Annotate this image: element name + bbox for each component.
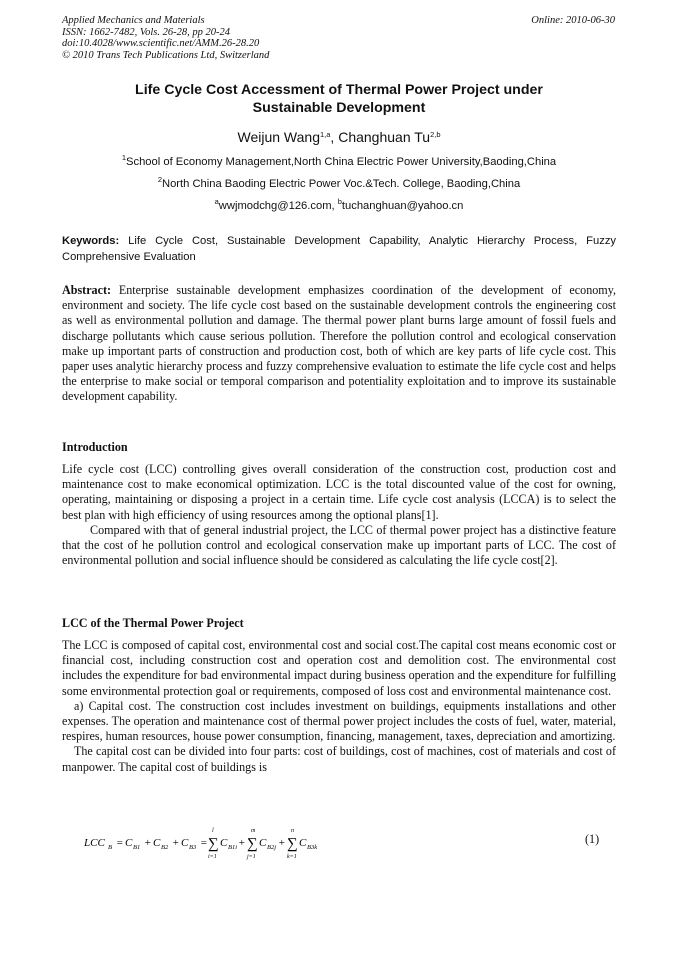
author-2: Changhuan Tu	[338, 129, 431, 145]
affiliation-1	[62, 155, 616, 169]
eq-term-2: C	[153, 837, 161, 849]
lcc-section-body	[62, 638, 616, 775]
eq-lhs-sub: B	[108, 844, 112, 851]
eq-sum-3-top: n	[291, 828, 294, 834]
doi-line: doi:10.4028/www.scientific.net/AMM.26-28.20	[62, 38, 260, 49]
eq-sum-2-top: m	[251, 828, 256, 834]
affiliation-2-sup: 2	[157, 175, 162, 184]
affiliation-2	[62, 177, 616, 191]
eq-sum-2: ∑	[247, 836, 258, 852]
eq-equals-1: =	[116, 837, 124, 849]
abstract-block	[62, 283, 616, 405]
abstract-label: Abstract:	[62, 283, 112, 297]
lcc-paragraph-1: The LCC is composed of capital cost, environmental cost and social cost.The capital cost means economic cost or financial cost, including construction cost and operation cost and demolition cost. The environmental cost includes the expenditure for bad environmental impact during business operation and the expenditure for fulfilling some environmental protection goal or requirements, composed of loss cost and environmental maintenance cost.	[62, 638, 616, 698]
eq-plus-2: +	[172, 837, 180, 849]
eq-sum-3-term-sub: B3k	[307, 844, 318, 851]
eq-sum-3: ∑	[287, 836, 298, 852]
introduction-paragraph-2: Compared with that of general industrial project, the LCC of thermal power project has a distinctive feature that the cost of he pollution control and ecological conservation make up important parts of LCC. The cost of environmental pollution and social influence should be considered as calculating the life cycle cost[2].	[62, 522, 616, 568]
eq-sum-1-bot: i=1	[208, 854, 217, 860]
eq-plus-1: +	[144, 837, 152, 849]
eq-sum-2-term: C	[259, 837, 267, 849]
eq-sum-2-term-sub: B2j	[267, 844, 277, 851]
affiliation-1-sup: 1	[121, 153, 127, 162]
eq-plus-3: +	[238, 837, 246, 849]
eq-sum-1-term: C	[220, 837, 228, 849]
equation-1	[84, 826, 344, 860]
eq-term-1: C	[125, 837, 133, 849]
copyright-line: © 2010 Trans Tech Publications Ltd, Switzerland	[62, 49, 270, 61]
email-a: wwjmodchg@126.com,	[218, 200, 338, 212]
eq-sum-1: ∑	[208, 836, 219, 852]
email-b-sup: b	[337, 197, 342, 206]
author-2-sup: 2,b	[430, 130, 441, 139]
lcc-paragraph-3: The capital cost can be divided into four parts: cost of buildings, cost of machines, cost of materials and cost of manpower. The capital cost of buildings is	[62, 744, 616, 774]
keywords-text: Life Cycle Cost, Sustainable Development Capability, Analytic Hierarchy Process, Fuzzy Comprehensive Evaluation	[62, 235, 617, 263]
email-a-sup: a	[214, 197, 219, 206]
author-1: Weijun Wang	[237, 129, 320, 145]
author-separator: ,	[330, 129, 339, 145]
eq-term-3-sub: B3	[189, 844, 197, 851]
issn-line: ISSN: 1662-7482, Vols. 26-28, pp 20-24	[62, 26, 230, 38]
eq-term-3: C	[181, 837, 189, 849]
title-line-2: Sustainable Development	[252, 100, 426, 116]
eq-sum-3-term: C	[299, 837, 307, 849]
eq-sum-1-term-sub: B1i	[228, 844, 238, 851]
keywords-label: Keywords:	[62, 235, 120, 247]
journal-name: Applied Mechanics and Materials	[62, 15, 205, 26]
lcc-paragraph-2: a) Capital cost. The construction cost includes investment on buildings, equipments installations and other expenses. The operation and maintenance cost of thermal power project includes the costs of fuel, water, material, respires, human resources, house power consumption, financing, management, taxes, depreciation and amortizing.	[62, 698, 616, 744]
lcc-section-heading: LCC of the Thermal Power Project	[62, 616, 244, 630]
journal-header	[62, 15, 269, 61]
affiliation-1-text: School of Economy Management,North China Electric Power University,Baoding,China	[126, 156, 557, 168]
equation-number: (1)	[585, 832, 600, 846]
author-list	[62, 128, 616, 146]
introduction-body	[62, 462, 616, 568]
email-line	[62, 199, 616, 213]
affiliation-2-text: North China Baoding Electric Power Voc.&Tech. College, Baoding,China	[161, 178, 521, 190]
paper-title	[62, 81, 616, 117]
introduction-paragraph-1: Life cycle cost (LCC) controlling gives overall consideration of the construction cost, production cost and maintenance cost to make economical optimization. LCC is the total discounted value of the cost for owning, operating, maintaining or disposing a project in a certain time. Life cycle cost analysis (LCCA) is to select the best plan with high efficiency of using resources among the optional plans[1].	[62, 462, 616, 522]
eq-sum-3-bot: k=1	[287, 854, 297, 860]
online-date: Online: 2010-06-30	[531, 15, 615, 26]
eq-lhs: LCC	[84, 837, 105, 849]
author-1-sup: 1,a	[319, 130, 331, 139]
eq-plus-4: +	[278, 837, 286, 849]
introduction-heading: Introduction	[62, 440, 128, 454]
eq-term-2-sub: B2	[161, 844, 169, 851]
eq-sum-1-top: l	[212, 828, 214, 834]
eq-sum-2-bot: j=1	[247, 854, 256, 860]
title-line-1: Life Cycle Cost Accessment of Thermal Power Project under	[135, 82, 543, 98]
eq-term-1-sub: B1	[133, 844, 141, 851]
eq-equals-2: =	[200, 837, 208, 849]
abstract-text: Enterprise sustainable development emphasizes coordination of the development of economy, environment and society. The life cycle cost based on the sustainable development controls the engineering cost as well as environmental pollution and damage. The thermal power plant burns large amount of fossil fuels and discharge pollutants which cause serious pollution. Therefore the pollution control and ecological conservation make up important parts of construction and production cost, both of which are key parts of life cycle cost. This paper uses analytic hierarchy process and fuzzy comprehensive evaluation to estimate the life cycle cost and helps the enterprise to make social or temporal comparison and potentiality exploitation and to improve its sustainable development capability.	[62, 283, 616, 404]
email-b: tuchanghuan@yahoo.cn	[341, 200, 464, 212]
keywords-block	[62, 234, 616, 265]
